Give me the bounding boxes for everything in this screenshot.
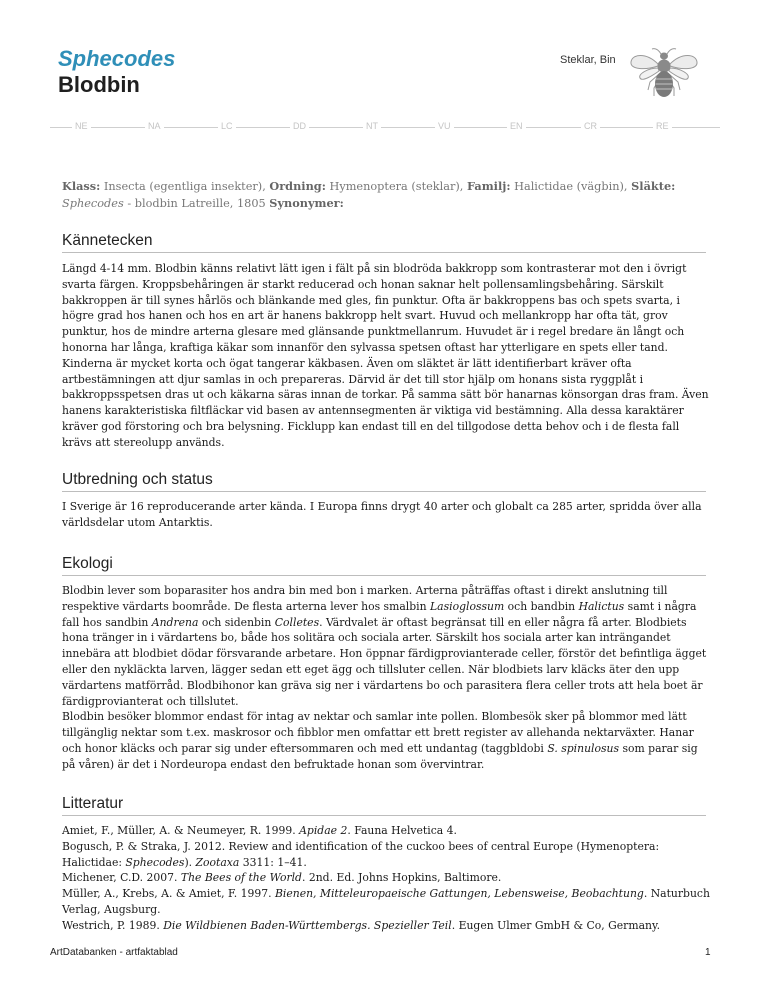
- kannetecken-paragraph: Längd 4-14 mm. Blodbin känns relativt lätt igen i fält på sin blodröda bakkropp som kontrasterar mot den i övrigt svarta färgen. Kroppsbehåringen är starkt reducerad och honan saknar helt pollensamlingsbehåring. Särskilt bakkroppen är till synes hårlös och blänkande med gles, fin punktur. Ofta är bakkroppens bas och spets svarta, i högre grad hos hanen och hos en art är hanens bakkropp helt svart. Huvud och mellankropp har ofta tät, grov punktur, hos de mindre arterna glesare med glänsande punktmellanrum. Huvudet är i regel bredare än långt och honorna har långa, kraftiga käkar som innanför den sylvassa spetsen oftast har ytterligare en spets eller tand. Kinderna är mycket korta och ögat tangerar käkbasen. Även om släktet är lätt identifierbart kräver ofta artbestämningen att djur samlas in och prepareras. Därvid är det till stor hjälp om honans sista ryggplåt i bakkroppsspetsen dras ut och käkarna säras innan de torkar. På samma sätt bör hanarnas könsorgan dras fram. Även hanens karakteristiska filtfläckar vid basen av antennsegmenten är viktiga vid bestämning. Alla dessa karaktärer kräver god förstoring och bra belysning. Ficklupp kan endast till en del tillgodose detta behov och i de flesta fall krävs att stereolupp används.: [62, 262, 709, 449]
- genus-title: Sphecodes: [58, 46, 176, 71]
- ekologi-text: [62, 583, 712, 773]
- utbredning-paragraph: I Sverige är 16 reproducerande arter kända. I Europa finns drygt 40 arter och globalt ca 285 arter, spridda över alla världsdelar utom Antarktis.: [62, 500, 702, 529]
- synonymer-label: Synonymer:: [269, 196, 344, 210]
- section-divider: [62, 252, 706, 253]
- ekologi-paragraph-2: Blodbin besöker blommor endast för intag av nektar och samlar inte pollen. Blombesök sker på blommor med lätt tillgänglig nektar som t.ex. maskrosor och fibblor men omfattar ett brett register av allehanda nektarväxter. Hanar och honor kläcks och parar sig under eftersommaren och med ett undantag (taggbldobi S. spinulosus som parar sig på våren) är det i Nordeuropa endast den befruktade honan som övervintrar.: [62, 710, 698, 771]
- taxonomy-line: [62, 178, 712, 212]
- redlist-scale: [50, 121, 720, 135]
- redlist-category: NE: [72, 121, 91, 131]
- redlist-category: EN: [507, 121, 526, 131]
- slakte-label: Släkte:: [631, 179, 676, 193]
- utbredning-text: [62, 499, 712, 531]
- ordning-value: Hymenoptera (steklar),: [329, 180, 464, 193]
- section-divider: [62, 575, 706, 576]
- section-title-utbredning: Utbredning och status: [62, 471, 213, 488]
- slakte-genus: Sphecodes: [62, 197, 124, 210]
- klass-label: Klass:: [62, 179, 101, 193]
- kannetecken-text: [62, 261, 712, 451]
- reference-item: Bogusch, P. & Straka, J. 2012. Review and identification of the cuckoo bees of central Europe (Hymenoptera: Halictidae: Sphecodes). Zootaxa 3311: 1–41.: [62, 839, 660, 869]
- redlist-category: LC: [218, 121, 236, 131]
- ekologi-paragraph-1: Blodbin lever som boparasiter hos andra bin med bon i marken. Arterna påträffas oftast i direkt anslutning till respektive värdarts boområde. De flesta arterna lever hos smalbin Lasioglossum och bandbin Halictus samt i några fall hos sandbin Andrena och sidenbin Colletes. Värdvalet är oftast begränsat till en eller några få arter. Blodbiets hona tränger in i värdartens bo, både hos solitära och sociala arter. Särskilt hos sociala arter kan inträngandet innebära att blodbiet dödar försvarande arbetare. Hon öppnar färdigprovianterade celler, förstör det befintliga ägget eller den nykläckta larven, lägger sedan ett eget ägg och tillsluter cellen. När blodbiets larv kläcks äter den upp värdartens matförråd. Blodbihonor kan gräva sig ner i värdartens bo och parasitera flera celler trots att hela boet är färdigprovianterat och tillslutet.: [62, 584, 707, 708]
- reference-item: Amiet, F., Müller, A. & Neumeyer, R. 1999. Apidae 2. Fauna Helvetica 4.: [62, 824, 457, 837]
- slakte-author: - blodbin Latreille, 1805: [127, 197, 266, 210]
- reference-item: Müller, A., Krebs, A. & Amiet, F. 1997. Bienen, Mitteleuropaeische Gattungen, Lebensweise, Beobachtung. Naturbuch Verlag, Augsburg.: [62, 887, 710, 916]
- redlist-category: CR: [581, 121, 600, 131]
- section-divider: [62, 815, 706, 816]
- redlist-category: NA: [145, 121, 164, 131]
- familj-value: Halictidae (vägbin),: [514, 180, 628, 193]
- redlist-category: VU: [435, 121, 454, 131]
- section-title-litteratur: Litteratur: [62, 795, 124, 812]
- common-name-title: Blodbin: [58, 72, 140, 97]
- section-title-ekologi: Ekologi: [62, 555, 113, 572]
- litteratur-list: [62, 823, 712, 934]
- bee-icon: [628, 46, 700, 104]
- page-number: 1: [705, 947, 711, 958]
- redlist-category: DD: [290, 121, 309, 131]
- group-label: Steklar, Bin: [560, 54, 616, 66]
- reference-item: Michener, C.D. 2007. The Bees of the World. 2nd. Ed. Johns Hopkins, Baltimore.: [62, 871, 502, 885]
- familj-label: Familj:: [466, 179, 511, 193]
- reference-item: Westrich, P. 1989. Die Wildbienen Baden-Württembergs. Spezieller Teil. Eugen Ulmer GmbH & Co, Germany.: [62, 918, 661, 932]
- redlist-category: RE: [653, 121, 672, 131]
- section-divider: [62, 491, 706, 492]
- footer-source: ArtDatabanken - artfaktablad: [50, 947, 178, 958]
- redlist-category: NT: [363, 121, 381, 131]
- section-title-kannetecken: Kännetecken: [62, 232, 153, 249]
- ordning-label: Ordning:: [269, 179, 326, 193]
- klass-value: Insecta (egentliga insekter),: [103, 180, 266, 193]
